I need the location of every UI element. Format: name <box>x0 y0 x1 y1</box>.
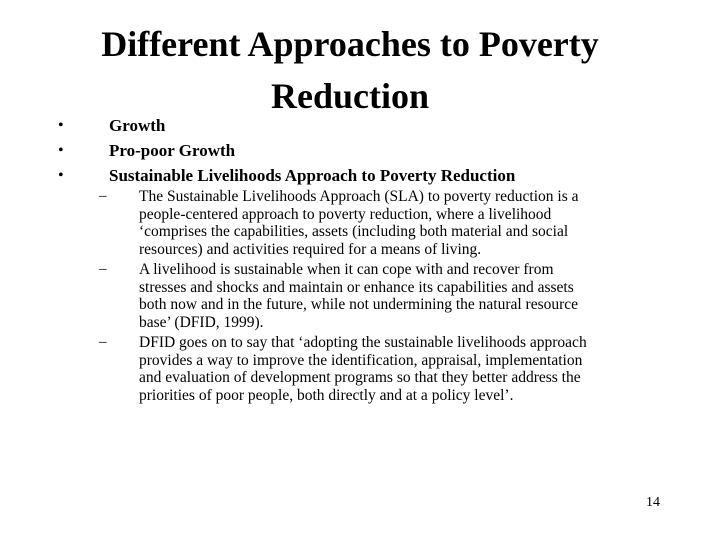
sub-point-line: stresses and shocks and maintain or enhance its capabilities and assets <box>139 278 574 296</box>
sub-point-line: ‘comprises the capabilities, assets (including both material and social <box>139 223 569 240</box>
sub-point-line: priorities of poor people, both directly and at a policy level’. <box>139 386 514 404</box>
sub-point-text <box>139 334 667 404</box>
sub-point-line: and evaluation of development programs so that they better address the <box>139 369 581 386</box>
sub-point-marker: – <box>99 334 107 350</box>
sub-point-line: The Sustainable Livelihoods Approach (SLA) to poverty reduction is a <box>139 188 579 205</box>
bullet-marker: • <box>58 142 64 159</box>
bullet-marker: • <box>58 117 64 134</box>
sub-point-marker: – <box>99 188 107 204</box>
slide-title <box>50 18 650 122</box>
sub-point-text <box>139 261 667 331</box>
bullet-item-pro-poor-growth <box>0 139 720 163</box>
sub-point-marker: – <box>99 261 107 277</box>
sub-point-line: resources) and activities required for a means of living. <box>139 240 482 258</box>
slide-title-line-2: Reduction <box>270 76 429 116</box>
bullet-item-sustainable-livelihoods <box>0 164 720 188</box>
sub-point-line: both now and in the future, while not undermining the natural resource <box>139 296 579 313</box>
bullet-marker: • <box>58 167 64 184</box>
sub-point-line: A livelihood is sustainable when it can cope with and recover from <box>139 261 554 278</box>
sub-point-line: DFID goes on to say that ‘adopting the sustainable livelihoods approach <box>139 334 587 351</box>
bullet-text: Sustainable Livelihoods Approach to Poverty Reduction <box>109 166 516 185</box>
sub-point-line: people-centered approach to poverty reduction, where a livelihood <box>139 205 552 223</box>
bullet-text: Growth <box>109 116 166 135</box>
bullet-item-growth <box>0 114 720 138</box>
sub-point-line: base’ (DFID, 1999). <box>139 313 264 331</box>
bullet-text: Pro-poor Growth <box>109 141 236 160</box>
page-number: 14 <box>646 495 660 510</box>
slide-title-line-1: Different Approaches to Poverty <box>101 24 599 64</box>
sub-point-line: provides a way to improve the identification, appraisal, implementation <box>139 351 583 369</box>
sub-point-text <box>139 188 667 258</box>
